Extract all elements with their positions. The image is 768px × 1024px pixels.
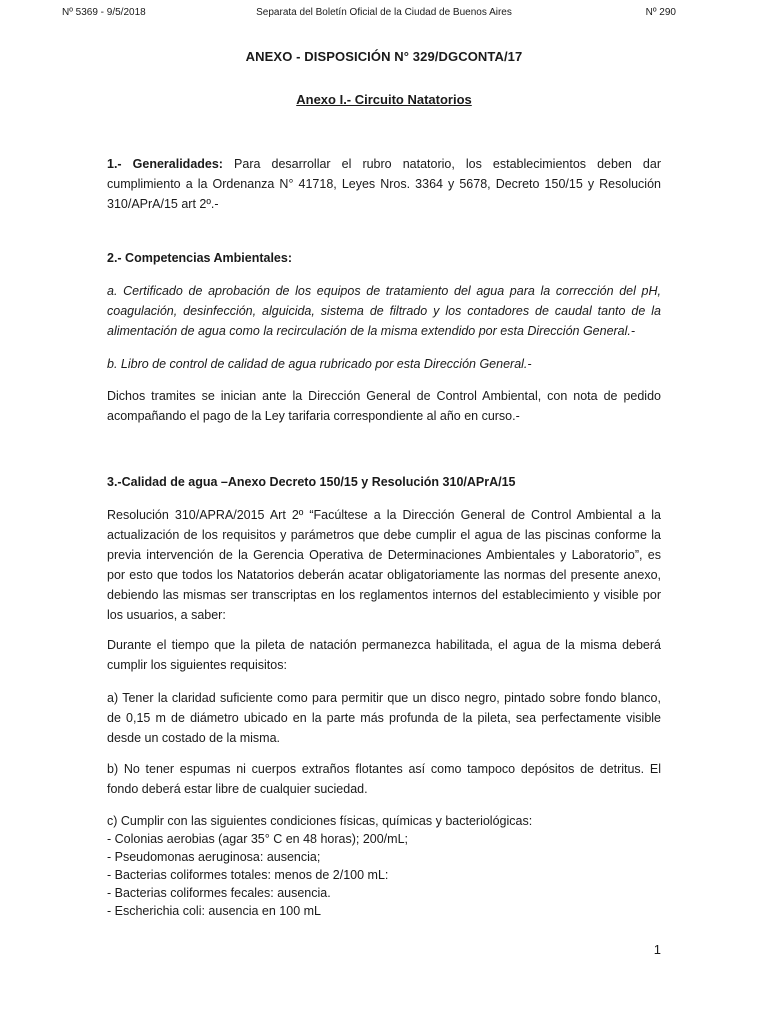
section-2-item-b-block [107,354,661,374]
section-3-paragraph-1-block [107,505,661,625]
page-header [0,0,768,40]
publication-name: Separata del Boletín Oficial de la Ciudad de Buenos Aires [256,7,512,18]
list-item: - Escherichia coli: ausencia en 100 mL [107,904,322,918]
page-number: 1 [653,942,661,957]
section-3-item-c-block [107,812,661,920]
section-2-item-a: a. Certificado de aprobación de los equipos de tratamiento del agua para la corrección del pH, coagulación, desinfección, alguicida, sistema de filtrado y los contadores de caudal tanto de la alimentación de agua como la recirculación de la misma extendido por esta Dirección General.- [107,284,661,338]
header-page-number: Nº 290 [645,7,676,18]
section-2-heading: 2.- Competencias Ambientales: [107,251,293,265]
section-3-paragraph-2: Durante el tiempo que la pileta de natación permanezca habilitada, el agua de la misma deberá cumplir los siguientes requisitos: [107,638,661,672]
section-3-item-a: a) Tener la claridad suficiente como para permitir que un disco negro, pintado sobre fondo blanco, de 0,15 m de diámetro ubicado en la parte más profunda de la pileta, sea perfectamente visible desde un costado de la misma. [107,691,661,745]
section-3-paragraph-2-block [107,635,661,675]
document-subtitle: Anexo I.- Circuito Natatorios [296,92,472,107]
section-1-text: Para desarrollar el rubro natatorio, los establecimientos deben dar cumplimiento a la Ordenanza N° 41718, Leyes Nros. 3364 y 5678, Decreto 150/15 y Resolución 310/APrA/15 art 2º.- [107,157,662,211]
list-item: - Bacterias coliformes totales: menos de 2/100 mL: [107,868,389,882]
section-3-item-b-block [107,759,661,799]
bacteriological-list [107,830,661,920]
section-3-paragraph-1: Resolución 310/APRA/2015 Art 2º “Facúltese a la Dirección General de Control Ambiental a la actualización de los requisitos y parámetros que debe cumplir el agua de las piscinas conforme la previa intervención de la Gerencia Operativa de Determinaciones Ambientales y Laboratorio”, es por esto que todos los Natatorios deberán acatar obligatoriamente las normas del presente anexo, debiendo las mismas ser transcriptas en los reglamentos internos del establecimiento y visible por los usuarios, a saber: [107,508,661,622]
section-2-heading-block [107,248,661,268]
section-3-item-c: c) Cumplir con las siguientes condiciones físicas, químicas y bacteriológicas: [107,814,533,828]
list-item: - Colonias aerobias (agar 35° C en 48 horas); 200/mL; [107,832,408,846]
list-item: - Bacterias coliformes fecales: ausencia. [107,886,331,900]
section-3-heading: 3.-Calidad de agua –Anexo Decreto 150/15 y Resolución 310/APrA/15 [107,475,516,489]
section-1 [107,154,661,214]
list-item: - Pseudomonas aeruginosa: ausencia; [107,850,321,864]
document-title: ANEXO - DISPOSICIÓN N° 329/DGCONTA/17 [245,49,523,64]
section-2-paragraph: Dichos tramites se inician ante la Dirección General de Control Ambiental, con nota de pedido acompañando el pago de la Ley tarifaria correspondiente al año en curso.- [107,389,661,423]
section-2-item-b: b. Libro de control de calidad de agua rubricado por esta Dirección General.- [107,357,532,371]
section-1-paragraph [107,154,661,214]
section-3-item-b: b) No tener espumas ni cuerpos extraños flotantes así como tampoco depósitos de detritus. El fondo deberá estar libre de cualquier suciedad. [107,762,661,796]
section-2-paragraph-block [107,386,661,426]
section-1-label: 1.- Generalidades: [107,157,223,171]
section-3-heading-block [107,472,661,492]
section-2-item-a-block [107,281,661,341]
section-3-item-a-block [107,688,661,748]
issue-number: Nº 5369 - 9/5/2018 [62,7,146,18]
